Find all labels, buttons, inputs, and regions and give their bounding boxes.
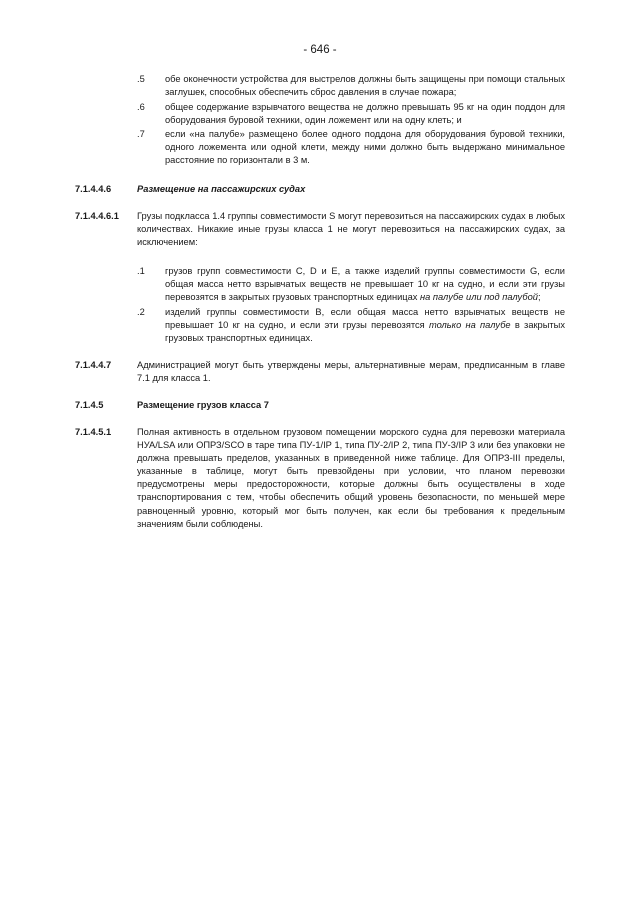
- section-heading: Размещение грузов класса 7: [137, 400, 269, 410]
- section-number: 7.1.4.5.1: [75, 427, 112, 437]
- list-item-text: общее содержание взрывчатого вещества не должно превышать 95 кг на один поддон для оборудования буровой техники, один ложемент или на одну клеть; и: [165, 102, 565, 126]
- section-text: Полная активность в отдельном грузовом помещении морского судна для перевозки материала НУА/LSA или ОПРЗ/SCO в таре типа ПУ-1/IP 1, типа ПУ-2/IP 2, типа ПУ-3/IP 3 или без упаковки не должна превышать пределов, указанных в приведенной ниже таблице. Для ОПРЗ-III пределы, указанные в таблице, могут быть превзойдены при условии, что планом перевозки предусмотрены меры предосторожности, которые должны быть осуществлены в ходе транспортирования с тем, чтобы обеспечить общий уровень безопасности, по меньшей мере равноценный уровню, который мог быть получен, как если бы требования к предельным значениям были соблюдены.: [137, 427, 565, 529]
- section-text: Грузы подкласса 1.4 группы совместимости S могут перевозиться на пассажирских судах в любых количествах. Никакие иные грузы класса 1 не могут перевозиться на пассажирских судах, за исключением:: [137, 211, 565, 248]
- list-item-text: изделий группы совместимости B, если общая масса нетто взрывчатых веществ не превышает 10 кг на судно, и если эти грузы перевозятся только на палубе в закрытых грузовых транспортных единицах.: [165, 307, 565, 344]
- section-number: 7.1.4.4.6: [75, 184, 112, 194]
- list-item-text: если «на палубе» размещено более одного поддона для оборудования буровой техники, одного ложемента или одной клети, между ними должно быть выдержано минимальное расстояние по горизонтали в 3 м.: [165, 129, 565, 166]
- list-item-text: грузов групп совместимости C, D и E, а также изделий группы совместимости G, если общая масса нетто взрывчатых веществ не превышает 10 кг на судно, и если эти грузы перевозятся в закрытых грузовых транспортных единицах на палубе или под палубой;: [165, 266, 565, 303]
- section-number: 7.1.4.4.6.1: [75, 211, 119, 221]
- section-number: 7.1.4.4.7: [75, 360, 112, 370]
- list-item-number: .7: [137, 129, 145, 139]
- section-number: 7.1.4.5: [75, 400, 104, 410]
- section-heading: Размещение на пассажирских судах: [137, 184, 306, 194]
- section-text: Администрацией могут быть утверждены меры, альтернативные мерам, предписанным в главе 7.1 для класса 1.: [137, 360, 565, 384]
- page-number: - 646 -: [303, 44, 337, 56]
- list-item-number: .2: [137, 307, 145, 317]
- list-item-number: .1: [137, 266, 145, 276]
- list-item-text: обе оконечности устройства для выстрелов должны быть защищены при помощи стальных заглушек, способных обеспечить сброс давления в случае пожара;: [165, 74, 565, 98]
- list-item-number: .6: [137, 102, 145, 112]
- list-item-number: .5: [137, 74, 145, 84]
